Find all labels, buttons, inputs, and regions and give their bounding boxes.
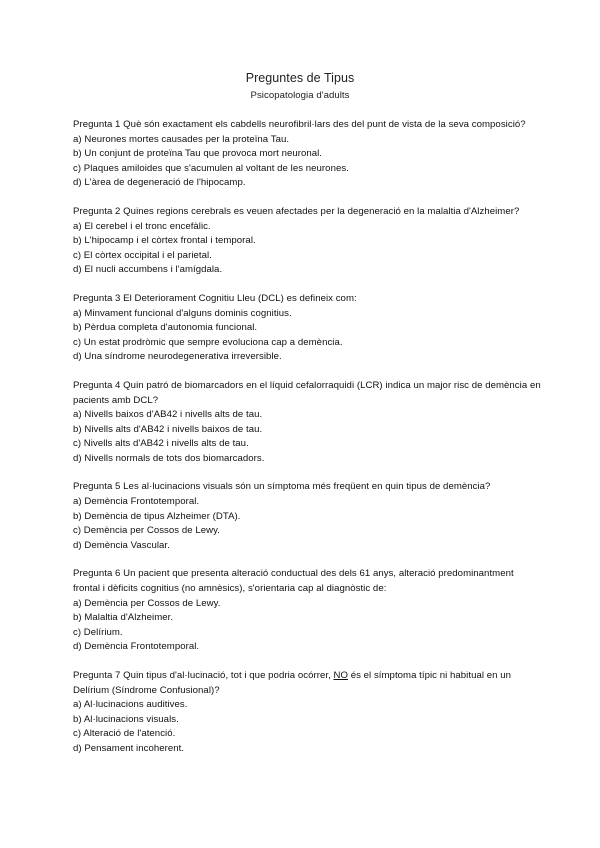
- option-d: d) El nucli accumbens i l'amígdala.: [73, 264, 223, 276]
- page-subtitle: Psicopatologia d'adults: [250, 90, 350, 101]
- option-b: b) L'hipocamp i el còrtex frontal i temporal.: [73, 235, 256, 247]
- option-c: c) Delírium.: [73, 626, 123, 638]
- option-list: [73, 220, 543, 278]
- option-b: b) Al·lucinacions visuals.: [73, 713, 179, 725]
- option-b: b) Malaltia d'Alzheimer.: [73, 612, 174, 624]
- question-text: [73, 205, 543, 220]
- option-list: [73, 133, 543, 191]
- question-4: [73, 379, 543, 467]
- question-1: [73, 118, 543, 191]
- question-number: Pregunta 6: [73, 568, 121, 580]
- option-b: b) Nivells alts d'AB42 i nivells baixos de tau.: [73, 423, 263, 435]
- option-a: a) Demència per Cossos de Lewy.: [73, 597, 221, 609]
- option-b: b) Demència de tipus Alzheimer (DTA).: [73, 510, 241, 522]
- page-title: Preguntes de Tipus: [245, 71, 355, 85]
- question-prompt: Quin patró de biomarcadors en el líquid cefalorraquidi (LCR) indica un major risc de demència en pacients amb DCL?: [73, 379, 541, 406]
- option-c: c) Demència per Cossos de Lewy.: [73, 525, 220, 537]
- question-number: Pregunta 2: [73, 205, 121, 217]
- option-list: [73, 408, 543, 466]
- option-list: [73, 698, 543, 756]
- question-text: [73, 669, 543, 698]
- question-text: [73, 379, 543, 408]
- option-a: a) Demència Frontotemporal.: [73, 496, 200, 508]
- option-list: [73, 307, 543, 365]
- question-text: [73, 480, 543, 495]
- question-text: [73, 292, 543, 307]
- option-a: a) Minvament funcional d'alguns dominis cognitius.: [73, 307, 292, 319]
- question-prompt: Què són exactament els cabdells neurofibril·lars des del punt de vista de la seva composició?: [123, 119, 526, 130]
- question-prompt-end: és el símptoma típic ni habitual en un Delírium (Síndrome Confusional)?: [73, 670, 512, 696]
- option-c: c) Un estat prodròmic que sempre evoluciona cap a demència.: [73, 336, 343, 348]
- option-a: a) Nivells baixos d'AB42 i nivells alts de tau.: [73, 409, 263, 421]
- question-emphasis: NO: [333, 670, 348, 681]
- option-list: [73, 597, 543, 655]
- option-d: d) Demència Vascular.: [73, 539, 170, 551]
- question-5: [73, 480, 543, 553]
- option-d: d) Pensament incoherent.: [73, 742, 185, 754]
- option-a: a) El cerebel i el tronc encefàlic.: [73, 220, 211, 232]
- question-6: [73, 567, 543, 655]
- option-d: d) L'àrea de degeneració de l'hipocamp.: [73, 177, 246, 189]
- option-b: b) Pèrdua completa d'autonomia funcional.: [73, 322, 258, 334]
- option-d: d) Demència Frontotemporal.: [73, 641, 200, 653]
- option-b: b) Un conjunt de proteïna Tau que provoca mort neuronal.: [73, 148, 323, 160]
- question-prompt: Un pacient que presenta alteració conductual des dels 61 anys, alteració predominantment frontal i dèficits cognitius (no amnèsics), s'orientaria cap al diagnòstic de:: [73, 568, 514, 595]
- option-a: a) Al·lucinacions auditives.: [73, 699, 188, 711]
- option-c: c) Alteració de l'atenció.: [73, 728, 176, 740]
- question-7: [73, 669, 543, 757]
- question-number: Pregunta 7: [73, 670, 121, 681]
- question-text: [73, 118, 543, 133]
- question-3: [73, 292, 543, 365]
- question-list: [73, 118, 543, 771]
- option-d: d) Nivells normals de tots dos biomarcadors.: [73, 452, 265, 464]
- question-number: Pregunta 5: [73, 481, 121, 493]
- option-a: a) Neurones mortes causades per la proteïna Tau.: [73, 133, 290, 145]
- option-d: d) Una síndrome neurodegenerativa irreversible.: [73, 351, 282, 363]
- question-prompt: Les al·lucinacions visuals són un símptoma més freqüent en quin tipus de demència?: [123, 481, 491, 493]
- question-number: Pregunta 4: [73, 379, 121, 391]
- option-c: c) Nivells alts d'AB42 i nivells alts de tau.: [73, 438, 249, 450]
- question-prompt: Quines regions cerebrals es veuen afectades per la degeneració en la malaltia d'Alzheimer?: [123, 205, 520, 217]
- question-text: [73, 567, 543, 596]
- question-prompt: El Deteriorament Cognitiu Lleu (DCL) es defineix com:: [123, 292, 357, 304]
- option-list: [73, 495, 543, 553]
- option-c: c) Plaques amiloides que s'acumulen al voltant de les neurones.: [73, 162, 349, 174]
- question-prompt-start: Quin tipus d'al·lucinació, tot i que podria ocórrer,: [123, 670, 331, 681]
- question-2: [73, 205, 543, 278]
- question-number: Pregunta 1: [73, 119, 121, 130]
- question-number: Pregunta 3: [73, 292, 121, 304]
- option-c: c) El còrtex occipital i el parietal.: [73, 249, 212, 261]
